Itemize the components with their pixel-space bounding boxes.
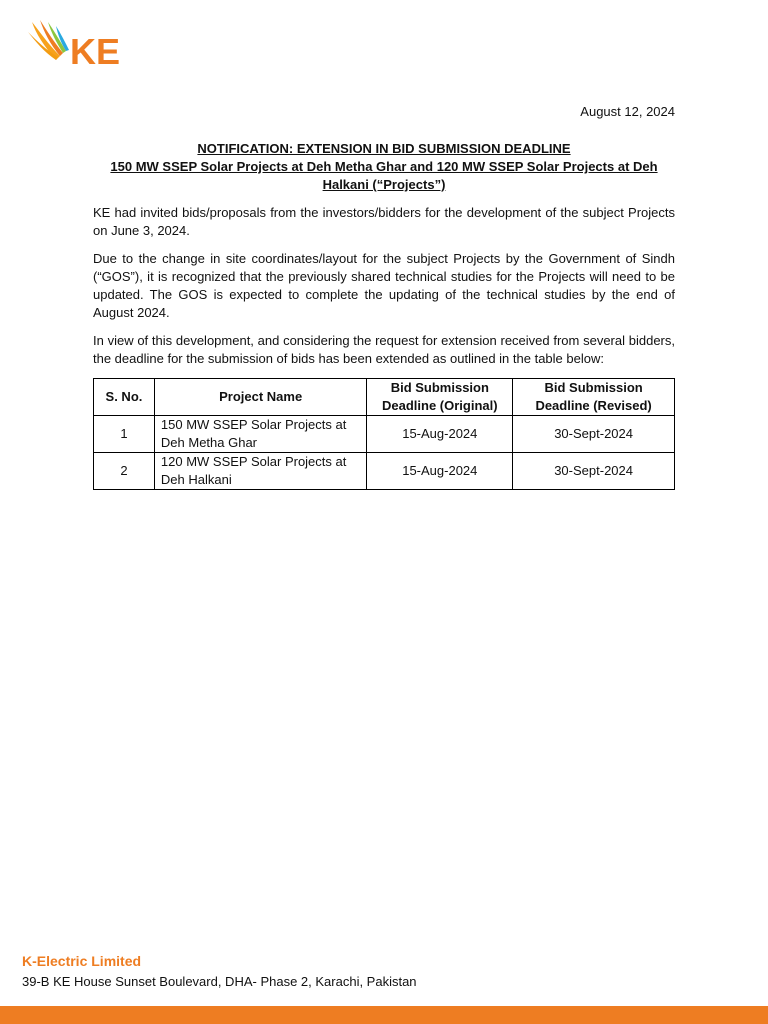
- cell-revised-deadline: 30-Sept-2024: [513, 453, 675, 490]
- deadline-table: [93, 378, 675, 490]
- cell-sno: 1: [94, 416, 155, 453]
- cell-sno: 2: [94, 453, 155, 490]
- header-original-deadline: Bid Submission Deadline (Original): [367, 379, 513, 416]
- table-header-row: [94, 379, 675, 416]
- cell-project-name: 120 MW SSEP Solar Projects at Deh Halkani: [154, 453, 367, 490]
- sunburst-icon: [28, 20, 69, 60]
- cell-original-deadline: 15-Aug-2024: [367, 416, 513, 453]
- paragraph-invitation: KE had invited bids/proposals from the investors/bidders for the development of the subject Projects on June 3, 2024.: [93, 205, 675, 238]
- notification-title: NOTIFICATION: EXTENSION IN BID SUBMISSION DEADLINE: [197, 141, 571, 156]
- footer-accent-bar: [0, 1006, 768, 1024]
- letter-date: August 12, 2024: [580, 104, 675, 119]
- ke-logo: [26, 20, 142, 70]
- cell-original-deadline: 15-Aug-2024: [367, 453, 513, 490]
- header-sno: S. No.: [94, 379, 155, 416]
- paragraph-extension: In view of this development, and considering the request for extension received from several bidders, the deadline for the submission of bids has been extended as outlined in the table below:: [93, 333, 675, 366]
- header-revised-deadline: Bid Submission Deadline (Revised): [513, 379, 675, 416]
- header-project-name: Project Name: [154, 379, 367, 416]
- cell-project-name: 150 MW SSEP Solar Projects at Deh Metha Ghar: [154, 416, 367, 453]
- table-row: [94, 416, 675, 453]
- footer-address: 39-B KE House Sunset Boulevard, DHA- Phase 2, Karachi, Pakistan: [22, 974, 417, 989]
- letter-body: [93, 140, 675, 490]
- logo-wordmark: KE: [70, 31, 121, 70]
- projects-title: 150 MW SSEP Solar Projects at Deh Metha Ghar and 120 MW SSEP Solar Projects at Deh Halkani (“Projects”): [110, 159, 658, 192]
- footer-company-name: K-Electric Limited: [22, 953, 142, 969]
- cell-revised-deadline: 30-Sept-2024: [513, 416, 675, 453]
- table-row: [94, 453, 675, 490]
- paragraph-reason: Due to the change in site coordinates/layout for the subject Projects by the Government of Sindh (“GOS”), it is recognized that the previously shared technical studies for the Projects will need to be updated. The GOS is expected to complete the updating of the technical studies by the end of August 2024.: [93, 251, 675, 320]
